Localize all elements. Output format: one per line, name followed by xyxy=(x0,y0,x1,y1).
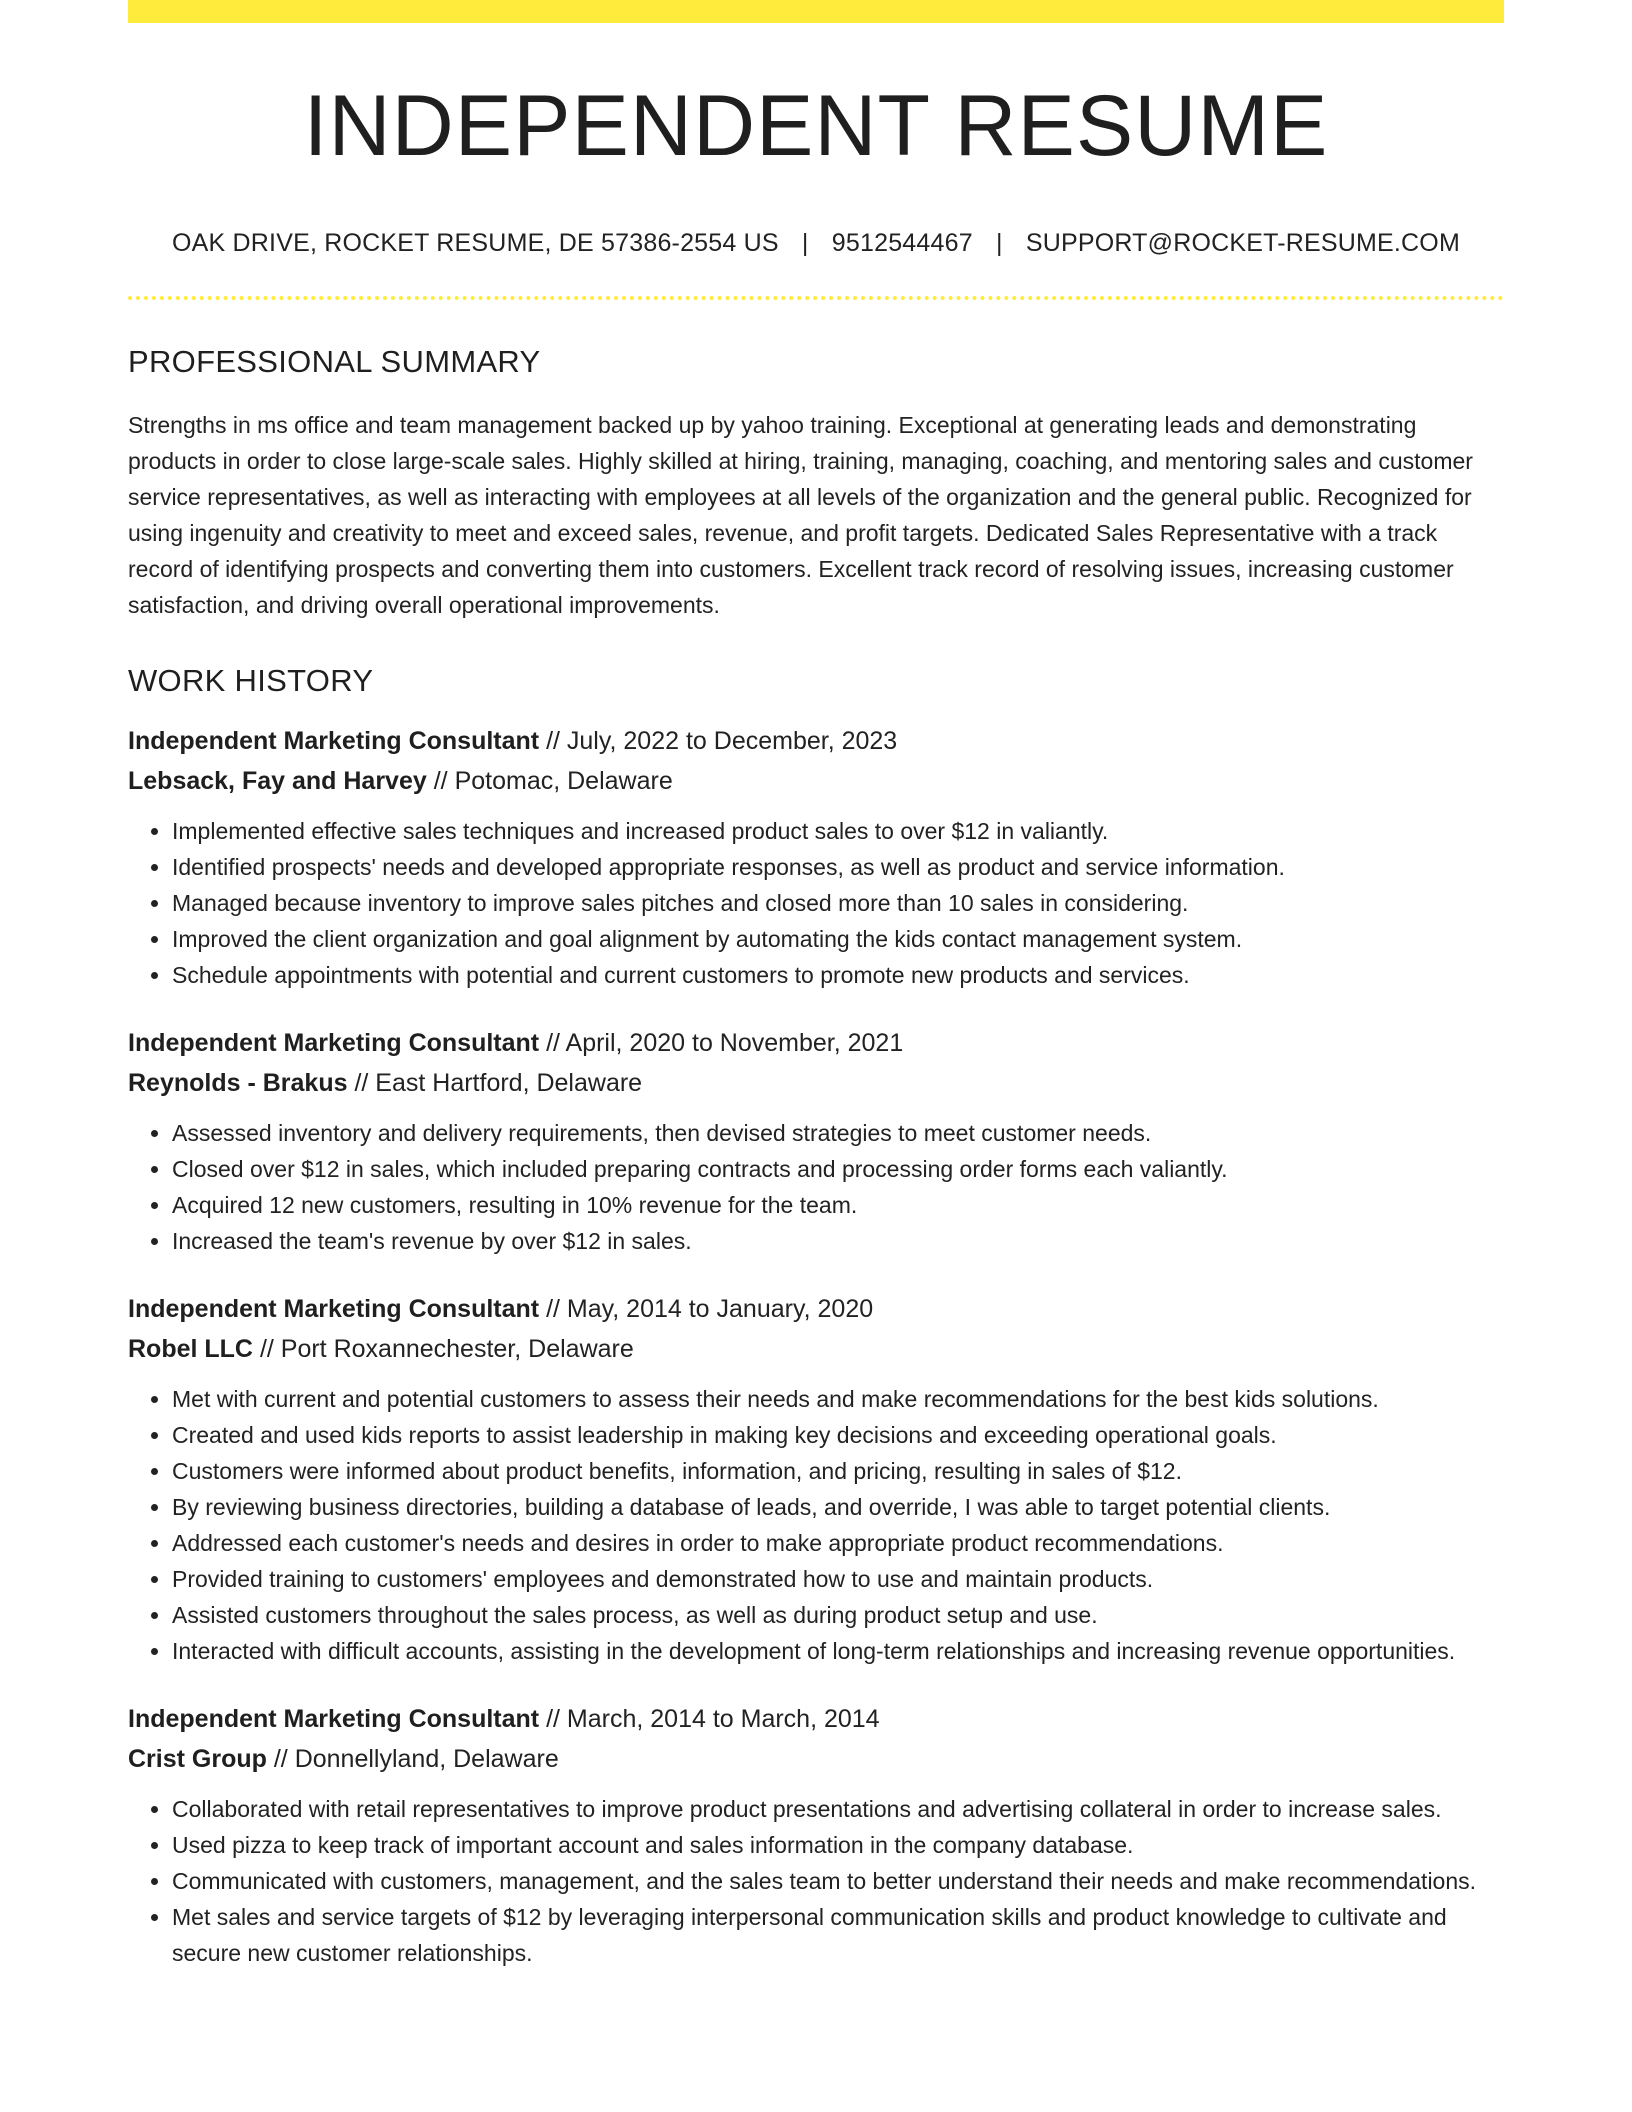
top-accent-bar xyxy=(128,0,1504,23)
job-entry xyxy=(128,1289,1504,1669)
job-bullets xyxy=(128,1791,1504,1971)
job-title-line xyxy=(128,1023,1504,1063)
resume-title: INDEPENDENT RESUME xyxy=(303,78,1329,174)
list-item: • Assisted customers throughout the sales process, as well as during product setup and use. xyxy=(172,1597,1504,1633)
list-item: • Met with current and potential customers to assess their needs and make recommendations for the best kids solutions. xyxy=(172,1381,1504,1417)
job-company: Crist Group xyxy=(128,1745,267,1774)
separator: | xyxy=(801,229,809,258)
job-role: Independent Marketing Consultant xyxy=(128,1295,540,1324)
job-entry xyxy=(128,1699,1504,1971)
address: OAK DRIVE, ROCKET RESUME, DE 57386-2554 US xyxy=(172,229,779,258)
list-item: • Managed because inventory to improve sales pitches and closed more than 10 sales in considering. xyxy=(172,885,1504,921)
list-item: • Implemented effective sales techniques and increased product sales to over $12 in valiantly. xyxy=(172,813,1504,849)
list-item: • Identified prospects' needs and developed appropriate responses, as well as product and service information. xyxy=(172,849,1504,885)
job-company: Lebsack, Fay and Harvey xyxy=(128,767,427,796)
job-role: Independent Marketing Consultant xyxy=(128,1705,540,1734)
work-history-heading: WORK HISTORY xyxy=(128,663,374,699)
job-dates: // May, 2014 to January, 2020 xyxy=(539,1295,874,1324)
contact-line xyxy=(128,229,1504,258)
job-company-line xyxy=(128,761,1504,801)
dotted-divider xyxy=(128,296,1504,300)
job-bullets xyxy=(128,813,1504,993)
job-bullets xyxy=(128,1115,1504,1259)
summary-heading: PROFESSIONAL SUMMARY xyxy=(128,344,541,380)
list-item: • Increased the team's revenue by over $12 in sales. xyxy=(172,1223,1504,1259)
job-company-line xyxy=(128,1063,1504,1103)
job-bullets xyxy=(128,1381,1504,1669)
job-role: Independent Marketing Consultant xyxy=(128,1029,540,1058)
job-title-line xyxy=(128,1289,1504,1329)
resume-page xyxy=(128,0,1504,1971)
job-dates: // March, 2014 to March, 2014 xyxy=(539,1705,880,1734)
job-location: // Donnellyland, Delaware xyxy=(266,1745,559,1774)
job-dates: // July, 2022 to December, 2023 xyxy=(539,727,898,756)
phone: 9512544467 xyxy=(831,229,973,258)
job-title-line xyxy=(128,1699,1504,1739)
job-company-line xyxy=(128,1329,1504,1369)
job-entry xyxy=(128,721,1504,993)
job-location: // East Hartford, Delaware xyxy=(347,1069,643,1098)
list-item: • Collaborated with retail representatives to improve product presentations and advertising collateral in order to increase sales. xyxy=(172,1791,1504,1827)
list-item: • Addressed each customer's needs and desires in order to make appropriate product recommendations. xyxy=(172,1525,1504,1561)
job-dates: // April, 2020 to November, 2021 xyxy=(539,1029,904,1058)
job-location: // Port Roxannechester, Delaware xyxy=(253,1335,634,1364)
job-location: // Potomac, Delaware xyxy=(426,767,673,796)
list-item: • Communicated with customers, management, and the sales team to better understand their needs and make recommendations. xyxy=(172,1863,1504,1899)
email: SUPPORT@ROCKET-RESUME.COM xyxy=(1025,229,1460,258)
list-item: • Provided training to customers' employees and demonstrated how to use and maintain products. xyxy=(172,1561,1504,1597)
list-item: • Created and used kids reports to assist leadership in making key decisions and exceeding operational goals. xyxy=(172,1417,1504,1453)
list-item: • Closed over $12 in sales, which included preparing contracts and processing order forms each valiantly. xyxy=(172,1151,1504,1187)
job-company-line xyxy=(128,1739,1504,1779)
list-item: • Customers were informed about product benefits, information, and pricing, resulting in sales of $12. xyxy=(172,1453,1504,1489)
summary-text: Strengths in ms office and team management backed up by yahoo training. Exceptional at generating leads and demonstrating products in order to close large-scale sales. Highly skilled at hiring, training, managing, coaching, and mentoring sales and customer service representatives, as well as interacting with employees at all levels of the organization and the general public. Recognized for using ingenuity and creativity to meet and exceed sales, revenue, and profit targets. Dedicated Sales Representative with a track record of identifying prospects and converting them into customers. Excellent track record of resolving issues, increasing customer satisfaction, and driving overall operational improvements. xyxy=(128,412,1473,619)
list-item: • By reviewing business directories, building a database of leads, and override, I was able to target potential clients. xyxy=(172,1489,1504,1525)
job-company: Reynolds - Brakus xyxy=(128,1069,348,1098)
list-item: • Schedule appointments with potential and current customers to promote new products and services. xyxy=(172,957,1504,993)
job-title-line xyxy=(128,721,1504,761)
job-company: Robel LLC xyxy=(128,1335,253,1364)
list-item: • Acquired 12 new customers, resulting in 10% revenue for the team. xyxy=(172,1187,1504,1223)
list-item: • Assessed inventory and delivery requirements, then devised strategies to meet customer needs. xyxy=(172,1115,1504,1151)
list-item: • Interacted with difficult accounts, assisting in the development of long-term relationships and increasing revenue opportunities. xyxy=(172,1633,1504,1669)
separator: | xyxy=(995,229,1003,258)
list-item: • Used pizza to keep track of important account and sales information in the company database. xyxy=(172,1827,1504,1863)
job-entry xyxy=(128,1023,1504,1259)
list-item: • Met sales and service targets of $12 by leveraging interpersonal communication skills and product knowledge to cultivate and secure new customer relationships. xyxy=(172,1899,1504,1971)
job-role: Independent Marketing Consultant xyxy=(128,727,540,756)
list-item: • Improved the client organization and goal alignment by automating the kids contact management system. xyxy=(172,921,1504,957)
